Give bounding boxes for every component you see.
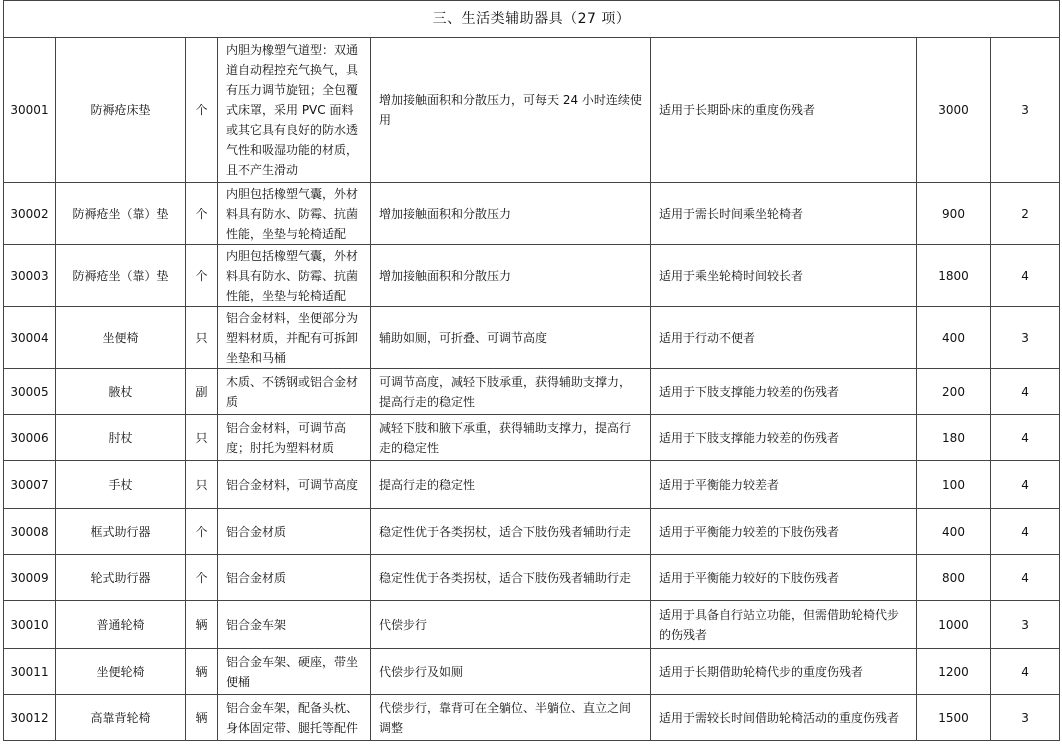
cell-years: 4	[991, 649, 1060, 695]
cell-scope: 适用于乘坐轮椅时间较长者	[651, 245, 917, 307]
cell-years: 3	[991, 38, 1060, 183]
cell-unit: 辆	[186, 601, 218, 649]
cell-price: 1200	[917, 649, 991, 695]
cell-code: 30003	[4, 245, 56, 307]
cell-function: 代偿步行	[371, 601, 651, 649]
cell-function: 代偿步行，靠背可在全躺位、半躺位、直立之间调整	[371, 695, 651, 741]
cell-scope: 适用于下肢支撑能力较差的伤残者	[651, 415, 917, 461]
cell-function: 增加接触面积和分散压力	[371, 183, 651, 245]
cell-scope: 适用于下肢支撑能力较差的伤残者	[651, 369, 917, 415]
cell-function: 代偿步行及如厕	[371, 649, 651, 695]
cell-code: 30005	[4, 369, 56, 415]
cell-years: 4	[991, 555, 1060, 601]
cell-code: 30012	[4, 695, 56, 741]
cell-scope: 适用于长期借助轮椅代步的重度伤残者	[651, 649, 917, 695]
cell-name: 轮式助行器	[56, 555, 186, 601]
cell-spec: 内胆包括橡塑气囊，外材料具有防水、防霉、抗菌性能，坐垫与轮椅适配	[218, 183, 371, 245]
cell-spec: 铝合金材质	[218, 509, 371, 555]
cell-name: 普通轮椅	[56, 601, 186, 649]
cell-price: 900	[917, 183, 991, 245]
cell-spec: 铝合金材质	[218, 555, 371, 601]
cell-scope: 适用于平衡能力较差的下肢伤残者	[651, 509, 917, 555]
cell-scope: 适用于平衡能力较好的下肢伤残者	[651, 555, 917, 601]
cell-name: 防褥疮坐（靠）垫	[56, 245, 186, 307]
table-row	[4, 555, 1060, 601]
cell-code: 30006	[4, 415, 56, 461]
cell-spec: 铝合金车架	[218, 601, 371, 649]
cell-unit: 个	[186, 245, 218, 307]
cell-function: 提高行走的稳定性	[371, 461, 651, 509]
cell-function: 稳定性优于各类拐杖，适合下肢伤残者辅助行走	[371, 555, 651, 601]
cell-price: 1800	[917, 245, 991, 307]
cell-spec: 内胆为橡塑气道型：双通道自动程控充气换气，具有压力调节旋钮；全包覆式床罩，采用 PVC 面料或其它具有良好的防水透气性和吸湿功能的材质，且不产生滑动	[218, 38, 371, 183]
cell-years: 4	[991, 461, 1060, 509]
cell-price: 800	[917, 555, 991, 601]
cell-unit: 辆	[186, 649, 218, 695]
cell-years: 3	[991, 601, 1060, 649]
cell-unit: 只	[186, 415, 218, 461]
cell-unit: 个	[186, 183, 218, 245]
cell-name: 防褥疮床垫	[56, 38, 186, 183]
cell-spec: 铝合金材料，可调节高度	[218, 461, 371, 509]
cell-price: 3000	[917, 38, 991, 183]
table-title: 三、生活类辅助器具（27 项）	[4, 1, 1060, 38]
cell-spec: 木质、不锈钢或铝合金材质	[218, 369, 371, 415]
cell-price: 180	[917, 415, 991, 461]
cell-code: 30008	[4, 509, 56, 555]
table-row	[4, 509, 1060, 555]
table-row	[4, 695, 1060, 741]
cell-function: 增加接触面积和分散压力，可每天 24 小时连续使用	[371, 38, 651, 183]
cell-name: 框式助行器	[56, 509, 186, 555]
cell-spec: 铝合金材料，坐便部分为塑料材质，并配有可拆卸坐垫和马桶	[218, 307, 371, 369]
cell-unit: 个	[186, 38, 218, 183]
cell-spec: 铝合金车架，配备头枕、身体固定带、腿托等配件	[218, 695, 371, 741]
table-row	[4, 307, 1060, 369]
equipment-table	[3, 0, 1060, 741]
table-row	[4, 369, 1060, 415]
title-row	[4, 1, 1060, 38]
cell-price: 1000	[917, 601, 991, 649]
cell-code: 30002	[4, 183, 56, 245]
cell-name: 高靠背轮椅	[56, 695, 186, 741]
cell-price: 400	[917, 509, 991, 555]
cell-years: 2	[991, 183, 1060, 245]
cell-spec: 铝合金材料，可调节高度；肘托为塑料材质	[218, 415, 371, 461]
cell-name: 肘杖	[56, 415, 186, 461]
cell-function: 稳定性优于各类拐杖，适合下肢伤残者辅助行走	[371, 509, 651, 555]
cell-scope: 适用于长期卧床的重度伤残者	[651, 38, 917, 183]
cell-years: 4	[991, 509, 1060, 555]
cell-unit: 个	[186, 509, 218, 555]
table-row	[4, 601, 1060, 649]
cell-code: 30001	[4, 38, 56, 183]
cell-name: 坐便轮椅	[56, 649, 186, 695]
cell-code: 30009	[4, 555, 56, 601]
cell-function: 可调节高度，减轻下肢承重，获得辅助支撑力，提高行走的稳定性	[371, 369, 651, 415]
cell-years: 3	[991, 695, 1060, 741]
cell-years: 4	[991, 369, 1060, 415]
cell-scope: 适用于平衡能力较差者	[651, 461, 917, 509]
cell-name: 手杖	[56, 461, 186, 509]
cell-unit: 辆	[186, 695, 218, 741]
cell-function: 辅助如厕，可折叠、可调节高度	[371, 307, 651, 369]
cell-code: 30010	[4, 601, 56, 649]
cell-function: 增加接触面积和分散压力	[371, 245, 651, 307]
table-row	[4, 461, 1060, 509]
table-row	[4, 183, 1060, 245]
cell-name: 防褥疮坐（靠）垫	[56, 183, 186, 245]
cell-scope: 适用于具备自行站立功能，但需借助轮椅代步的伤残者	[651, 601, 917, 649]
cell-scope: 适用于需较长时间借助轮椅活动的重度伤残者	[651, 695, 917, 741]
table-row	[4, 415, 1060, 461]
cell-scope: 适用于行动不便者	[651, 307, 917, 369]
cell-scope: 适用于需长时间乘坐轮椅者	[651, 183, 917, 245]
cell-name: 坐便椅	[56, 307, 186, 369]
cell-code: 30007	[4, 461, 56, 509]
table-row	[4, 649, 1060, 695]
cell-unit: 只	[186, 307, 218, 369]
cell-code: 30004	[4, 307, 56, 369]
cell-years: 4	[991, 415, 1060, 461]
cell-function: 减轻下肢和腋下承重，获得辅助支撑力，提高行走的稳定性	[371, 415, 651, 461]
table-row	[4, 245, 1060, 307]
cell-name: 腋杖	[56, 369, 186, 415]
cell-years: 3	[991, 307, 1060, 369]
cell-unit: 个	[186, 555, 218, 601]
cell-spec: 铝合金车架、硬座，带坐便桶	[218, 649, 371, 695]
cell-unit: 只	[186, 461, 218, 509]
cell-unit: 副	[186, 369, 218, 415]
cell-years: 4	[991, 245, 1060, 307]
cell-price: 200	[917, 369, 991, 415]
cell-price: 400	[917, 307, 991, 369]
cell-price: 1500	[917, 695, 991, 741]
cell-code: 30011	[4, 649, 56, 695]
cell-spec: 内胆包括橡塑气囊，外材料具有防水、防霉、抗菌性能，坐垫与轮椅适配	[218, 245, 371, 307]
cell-price: 100	[917, 461, 991, 509]
table-row	[4, 38, 1060, 183]
